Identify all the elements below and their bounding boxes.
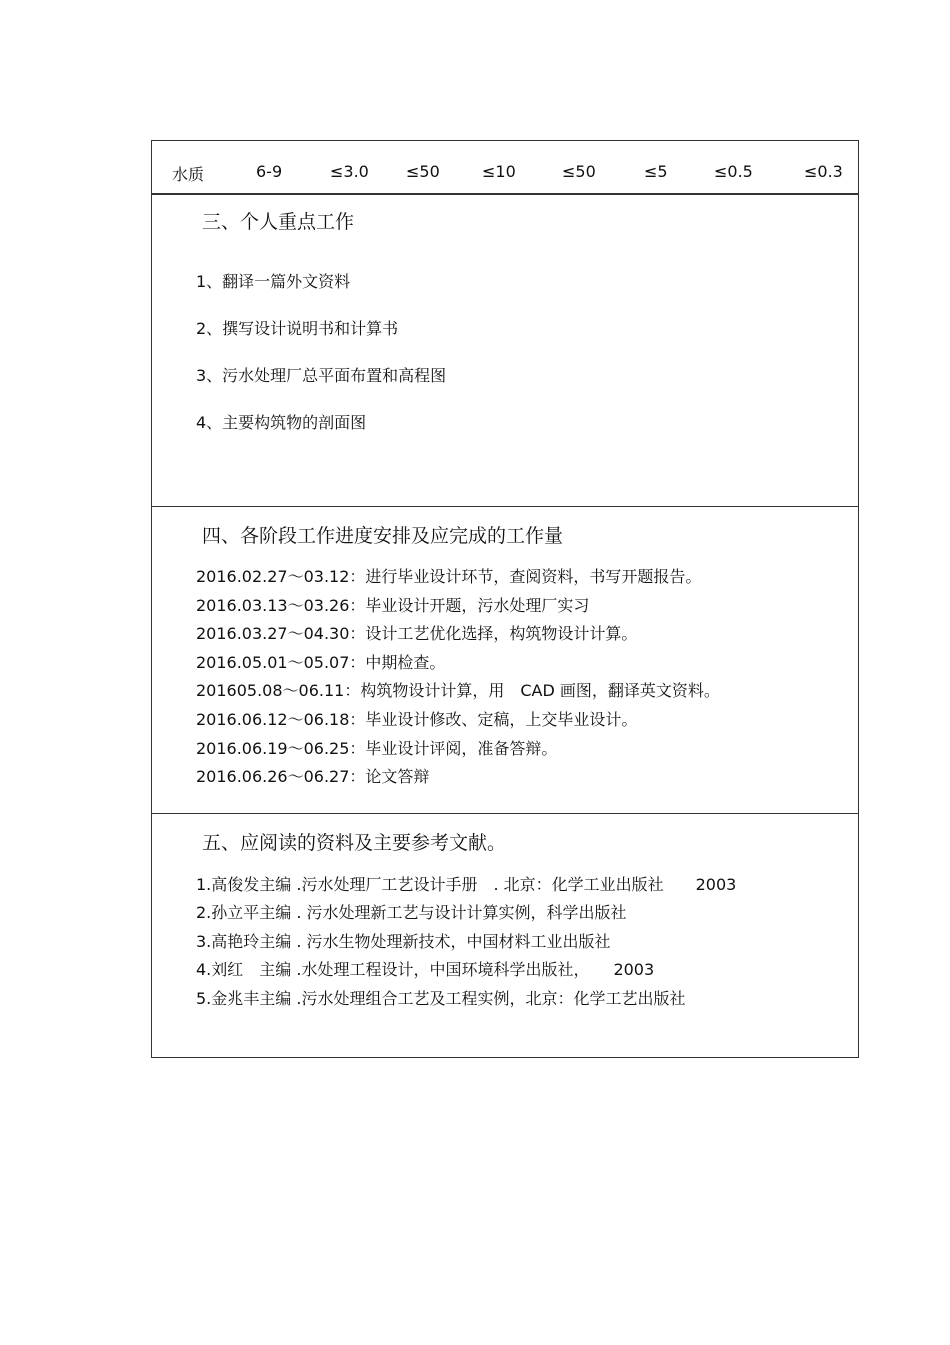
list-item: 2、撰写设计说明书和计算书 xyxy=(196,319,399,338)
section-references xyxy=(152,814,858,1057)
schedule-item: 2016.06.26～06.27：论文答辩 xyxy=(196,767,430,786)
list-item: 4、主要构筑物的剖面图 xyxy=(196,413,367,432)
reference-item: 2.孙立平主编 . 污水处理新工艺与设计计算实例，科学出版社 xyxy=(196,903,627,922)
quality-value-4: ≤10 xyxy=(482,162,516,181)
schedule-item: 2016.02.27～03.12：进行毕业设计环节，查阅资料，书写开题报告。 xyxy=(196,567,702,586)
quality-value-6: ≤5 xyxy=(644,162,668,181)
section-title: 三、个人重点工作 xyxy=(202,211,355,233)
schedule-item: 2016.05.01～05.07：中期检查。 xyxy=(196,653,446,672)
list-item: 3、污水处理厂总平面布置和高程图 xyxy=(196,366,447,385)
reference-item: 5.金兆丰主编 .污水处理组合工艺及工程实例，北京：化学工艺出版社 xyxy=(196,989,686,1008)
reference-item: 4.刘红 主编 .水处理工程设计，中国环境科学出版社， 2003 xyxy=(196,960,655,979)
section-personal-key-work xyxy=(152,195,858,507)
quality-value-7: ≤0.5 xyxy=(714,162,753,181)
section-schedule xyxy=(152,507,858,814)
quality-value-3: ≤50 xyxy=(406,162,440,181)
water-quality-row xyxy=(152,141,858,195)
quality-value-8: ≤0.3 xyxy=(804,162,843,181)
schedule-item: 2016.03.13～03.26：毕业设计开题，污水处理厂实习 xyxy=(196,596,590,615)
schedule-item: 2016.06.19～06.25：毕业设计评阅，准备答辩。 xyxy=(196,739,558,758)
water-quality-label: 水质 xyxy=(172,165,205,184)
quality-value-ph: 6-9 xyxy=(256,162,283,181)
list-item: 1、翻译一篇外文资料 xyxy=(196,272,351,291)
section-title: 四、各阶段工作进度安排及应完成的工作量 xyxy=(202,525,564,547)
reference-item: 3.高艳玲主编 . 污水生物处理新技术，中国材料工业出版社 xyxy=(196,932,611,951)
reference-item: 1.高俊发主编 .污水处理厂工艺设计手册 . 北京：化学工业出版社 2003 xyxy=(196,875,737,894)
schedule-item: 2016.03.27～04.30：设计工艺优化选择，构筑物设计计算。 xyxy=(196,624,638,643)
section-title: 五、应阅读的资料及主要参考文献。 xyxy=(202,832,507,854)
quality-value-5: ≤50 xyxy=(562,162,596,181)
schedule-item: 2016.06.12～06.18：毕业设计修改、定稿，上交毕业设计。 xyxy=(196,710,638,729)
document-table xyxy=(151,140,859,1058)
quality-value-2: ≤3.0 xyxy=(330,162,369,181)
schedule-item: 201605.08～06.11：构筑物设计计算，用 CAD 画图，翻译英文资料。 xyxy=(196,681,720,700)
